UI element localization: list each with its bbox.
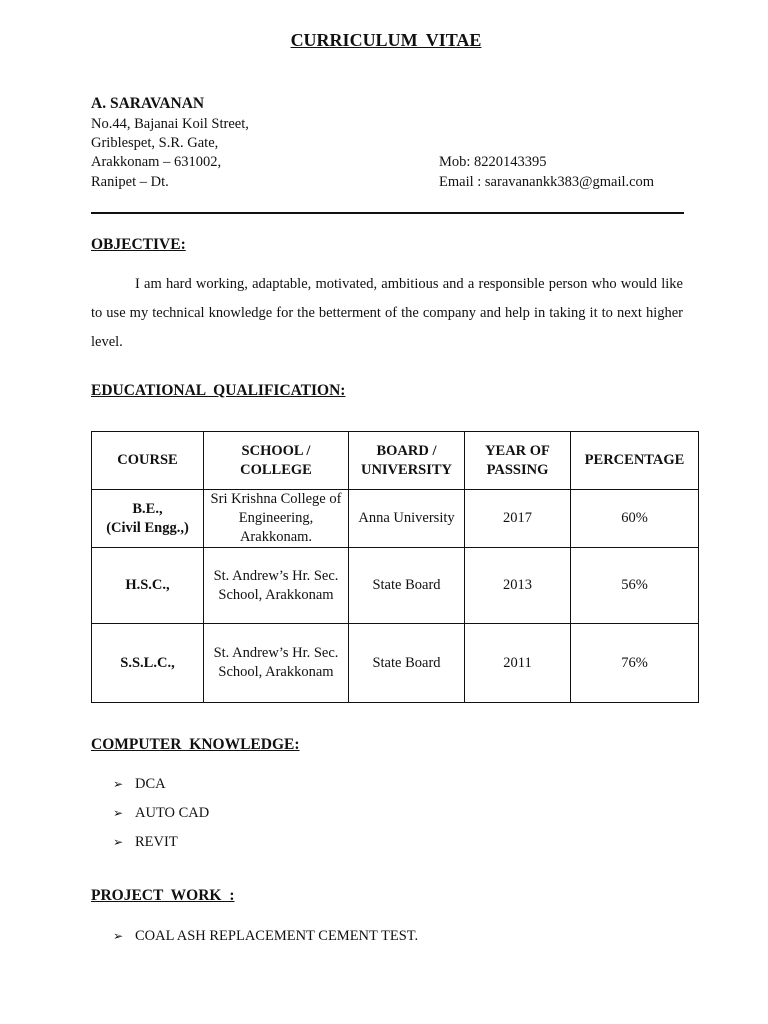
- table-row: [92, 548, 699, 624]
- year-cell: 2011: [465, 624, 571, 703]
- board-cell: Anna University: [349, 490, 465, 548]
- list-item: [113, 926, 418, 955]
- course-name: B.E.,: [132, 500, 163, 517]
- arrow-bullet-icon: ➢: [113, 835, 124, 849]
- course-cell: S.S.L.C.,: [92, 624, 204, 703]
- board-cell: State Board: [349, 624, 465, 703]
- skill-label: REVIT: [135, 834, 178, 850]
- table-row: [92, 490, 699, 548]
- header-divider: [91, 212, 684, 214]
- address-line-4: Ranipet – Dt.: [91, 174, 169, 190]
- education-table: [91, 431, 699, 703]
- board-cell: State Board: [349, 548, 465, 624]
- education-table-header: [92, 432, 699, 490]
- column-header-school: SCHOOL / COLLEGE: [204, 432, 349, 490]
- list-item: [113, 803, 209, 832]
- percentage-cell: 60%: [571, 490, 699, 548]
- objective-text: I am hard working, adaptable, motivated, ambitious and a responsible person who would like to use my technical knowledge for the betterment of the company and help in taking it to next higher level.: [91, 276, 683, 350]
- school-cell: St. Andrew’s Hr. Sec. School, Arakkonam: [204, 548, 349, 624]
- computer-knowledge-heading: COMPUTER KNOWLEDGE:: [91, 736, 300, 753]
- arrow-bullet-icon: ➢: [113, 929, 124, 943]
- column-header-year: YEAR OF PASSING: [465, 432, 571, 490]
- arrow-bullet-icon: ➢: [113, 806, 124, 820]
- column-header-course: COURSE: [92, 432, 204, 490]
- applicant-name: A. SARAVANAN: [91, 95, 205, 112]
- mobile-number: Mob: 8220143395: [439, 154, 547, 170]
- course-cell: [92, 490, 204, 548]
- column-header-percentage: PERCENTAGE: [571, 432, 699, 490]
- project-work-heading: PROJECT WORK :: [91, 887, 235, 904]
- skill-label: DCA: [135, 776, 166, 792]
- column-header-board: BOARD / UNIVERSITY: [349, 432, 465, 490]
- table-row: [92, 624, 699, 703]
- skill-label: AUTO CAD: [135, 805, 210, 821]
- course-cell: H.S.C.,: [92, 548, 204, 624]
- address-line-3: Arakkonam – 631002,: [91, 154, 222, 170]
- year-cell: 2017: [465, 490, 571, 548]
- list-item: [113, 832, 209, 861]
- school-cell: Sri Krishna College of Engineering, Arakkonam.: [204, 490, 349, 548]
- project-label: COAL ASH REPLACEMENT CEMENT TEST.: [135, 928, 419, 944]
- school-cell: St. Andrew’s Hr. Sec. School, Arakkonam: [204, 624, 349, 703]
- percentage-cell: 76%: [571, 624, 699, 703]
- email-address: Email : saravanankk383@gmail.com: [439, 174, 655, 190]
- project-work-list: [113, 926, 418, 955]
- education-heading: EDUCATIONAL QUALIFICATION:: [91, 382, 346, 399]
- document-title: CURRICULUM VITAE: [290, 30, 482, 50]
- course-specialization: (Civil Engg.,): [106, 519, 189, 536]
- percentage-cell: 56%: [571, 548, 699, 624]
- address-line-1: No.44, Bajanai Koil Street,: [91, 116, 249, 132]
- computer-knowledge-list: [113, 774, 209, 861]
- address-line-2: Griblespet, S.R. Gate,: [91, 135, 219, 151]
- arrow-bullet-icon: ➢: [113, 777, 124, 791]
- objective-heading: OBJECTIVE:: [91, 236, 186, 253]
- year-cell: 2013: [465, 548, 571, 624]
- list-item: [113, 774, 209, 803]
